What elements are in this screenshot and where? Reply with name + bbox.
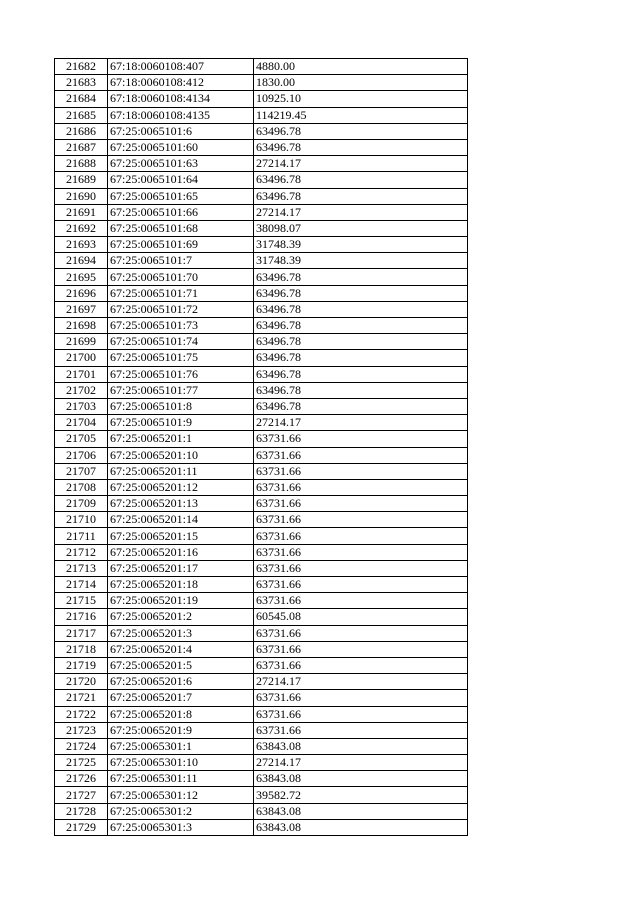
row-number-cell: 21695	[55, 269, 108, 285]
cadastral-number-cell: 67:25:0065301:12	[108, 787, 254, 803]
value-cell: 27214.17	[254, 755, 468, 771]
row-number-cell: 21717	[55, 625, 108, 641]
cadastral-number-cell: 67:25:0065101:74	[108, 334, 254, 350]
row-number-cell: 21694	[55, 253, 108, 269]
cadastral-number-cell: 67:25:0065201:12	[108, 479, 254, 495]
cadastral-value-table	[54, 58, 468, 836]
row-number-cell: 21688	[55, 156, 108, 172]
cadastral-number-cell: 67:25:0065101:72	[108, 301, 254, 317]
cadastral-number-cell: 67:25:0065101:76	[108, 366, 254, 382]
cadastral-number-cell: 67:25:0065101:65	[108, 188, 254, 204]
table-row	[55, 75, 468, 91]
value-cell: 63496.78	[254, 366, 468, 382]
cadastral-number-cell: 67:25:0065301:1	[108, 738, 254, 754]
value-cell: 63731.66	[254, 560, 468, 576]
row-number-cell: 21713	[55, 560, 108, 576]
table-row	[55, 544, 468, 560]
value-cell: 39582.72	[254, 787, 468, 803]
table-row	[55, 479, 468, 495]
cadastral-number-cell: 67:25:0065201:2	[108, 609, 254, 625]
cadastral-number-cell: 67:25:0065201:7	[108, 690, 254, 706]
row-number-cell: 21692	[55, 220, 108, 236]
cadastral-number-cell: 67:25:0065201:16	[108, 544, 254, 560]
table-row	[55, 528, 468, 544]
value-cell: 63496.78	[254, 285, 468, 301]
table-row	[55, 803, 468, 819]
row-number-cell: 21719	[55, 657, 108, 673]
table-row	[55, 318, 468, 334]
table-row	[55, 771, 468, 787]
value-cell: 63731.66	[254, 512, 468, 528]
row-number-cell: 21727	[55, 787, 108, 803]
cadastral-number-cell: 67:25:0065201:15	[108, 528, 254, 544]
row-number-cell: 21707	[55, 463, 108, 479]
cadastral-number-cell: 67:25:0065201:19	[108, 593, 254, 609]
value-cell: 4880.00	[254, 59, 468, 75]
table-row	[55, 690, 468, 706]
value-cell: 63496.78	[254, 350, 468, 366]
row-number-cell: 21699	[55, 334, 108, 350]
cadastral-number-cell: 67:25:0065201:1	[108, 431, 254, 447]
cadastral-number-cell: 67:25:0065301:10	[108, 755, 254, 771]
table-row	[55, 220, 468, 236]
cadastral-number-cell: 67:25:0065301:3	[108, 819, 254, 835]
table-row	[55, 59, 468, 75]
row-number-cell: 21689	[55, 172, 108, 188]
table-row	[55, 107, 468, 123]
table-row	[55, 560, 468, 576]
table-row	[55, 350, 468, 366]
table-row	[55, 674, 468, 690]
table-row	[55, 398, 468, 414]
value-cell: 63731.66	[254, 706, 468, 722]
value-cell: 63731.66	[254, 593, 468, 609]
table-row	[55, 496, 468, 512]
table-row	[55, 123, 468, 139]
cadastral-number-cell: 67:25:0065101:73	[108, 318, 254, 334]
value-cell: 63731.66	[254, 431, 468, 447]
table-body	[55, 59, 468, 836]
row-number-cell: 21712	[55, 544, 108, 560]
table-row	[55, 706, 468, 722]
table-row	[55, 609, 468, 625]
cadastral-number-cell: 67:25:0065101:63	[108, 156, 254, 172]
cadastral-number-cell: 67:25:0065301:11	[108, 771, 254, 787]
table-row	[55, 787, 468, 803]
row-number-cell: 21701	[55, 366, 108, 382]
table-row	[55, 755, 468, 771]
value-cell: 27214.17	[254, 156, 468, 172]
row-number-cell: 21714	[55, 577, 108, 593]
row-number-cell: 21697	[55, 301, 108, 317]
table-row	[55, 156, 468, 172]
row-number-cell: 21710	[55, 512, 108, 528]
table-row	[55, 463, 468, 479]
row-number-cell: 21696	[55, 285, 108, 301]
row-number-cell: 21706	[55, 447, 108, 463]
value-cell: 27214.17	[254, 415, 468, 431]
value-cell: 63731.66	[254, 722, 468, 738]
value-cell: 63843.08	[254, 771, 468, 787]
value-cell: 63731.66	[254, 479, 468, 495]
cadastral-number-cell: 67:18:0060108:4134	[108, 91, 254, 107]
table-row	[55, 447, 468, 463]
value-cell: 60545.08	[254, 609, 468, 625]
value-cell: 63496.78	[254, 301, 468, 317]
value-cell: 63731.66	[254, 463, 468, 479]
row-number-cell: 21686	[55, 123, 108, 139]
row-number-cell: 21687	[55, 139, 108, 155]
row-number-cell: 21715	[55, 593, 108, 609]
value-cell: 63731.66	[254, 641, 468, 657]
value-cell: 63496.78	[254, 269, 468, 285]
cadastral-number-cell: 67:25:0065201:18	[108, 577, 254, 593]
cadastral-number-cell: 67:25:0065301:2	[108, 803, 254, 819]
row-number-cell: 21683	[55, 75, 108, 91]
row-number-cell: 21700	[55, 350, 108, 366]
table-row	[55, 625, 468, 641]
row-number-cell: 21724	[55, 738, 108, 754]
cadastral-number-cell: 67:25:0065101:68	[108, 220, 254, 236]
table-row	[55, 657, 468, 673]
value-cell: 63731.66	[254, 577, 468, 593]
table-row	[55, 738, 468, 754]
cadastral-number-cell: 67:25:0065101:69	[108, 237, 254, 253]
value-cell: 31748.39	[254, 237, 468, 253]
cadastral-number-cell: 67:25:0065101:77	[108, 382, 254, 398]
row-number-cell: 21725	[55, 755, 108, 771]
table-row	[55, 382, 468, 398]
row-number-cell: 21690	[55, 188, 108, 204]
cadastral-number-cell: 67:25:0065201:13	[108, 496, 254, 512]
row-number-cell: 21703	[55, 398, 108, 414]
value-cell: 63496.78	[254, 172, 468, 188]
value-cell: 63496.78	[254, 334, 468, 350]
row-number-cell: 21716	[55, 609, 108, 625]
value-cell: 63496.78	[254, 318, 468, 334]
table-row	[55, 188, 468, 204]
cadastral-number-cell: 67:25:0065201:8	[108, 706, 254, 722]
cadastral-number-cell: 67:25:0065201:5	[108, 657, 254, 673]
table-row	[55, 253, 468, 269]
table-row	[55, 641, 468, 657]
cadastral-number-cell: 67:25:0065101:70	[108, 269, 254, 285]
value-cell: 63496.78	[254, 382, 468, 398]
table-row	[55, 237, 468, 253]
cadastral-number-cell: 67:25:0065101:7	[108, 253, 254, 269]
table-row	[55, 91, 468, 107]
row-number-cell: 21685	[55, 107, 108, 123]
value-cell: 63496.78	[254, 188, 468, 204]
row-number-cell: 21718	[55, 641, 108, 657]
value-cell: 27214.17	[254, 204, 468, 220]
cadastral-number-cell: 67:25:0065201:6	[108, 674, 254, 690]
cadastral-number-cell: 67:25:0065201:4	[108, 641, 254, 657]
row-number-cell: 21711	[55, 528, 108, 544]
value-cell: 1830.00	[254, 75, 468, 91]
cadastral-number-cell: 67:25:0065101:60	[108, 139, 254, 155]
table-row	[55, 204, 468, 220]
value-cell: 63496.78	[254, 139, 468, 155]
value-cell: 63496.78	[254, 398, 468, 414]
table-row	[55, 722, 468, 738]
row-number-cell: 21702	[55, 382, 108, 398]
row-number-cell: 21698	[55, 318, 108, 334]
row-number-cell: 21691	[55, 204, 108, 220]
value-cell: 63731.66	[254, 447, 468, 463]
value-cell: 38098.07	[254, 220, 468, 236]
table-row	[55, 301, 468, 317]
row-number-cell: 21704	[55, 415, 108, 431]
table-row	[55, 172, 468, 188]
row-number-cell: 21684	[55, 91, 108, 107]
value-cell: 31748.39	[254, 253, 468, 269]
row-number-cell: 21721	[55, 690, 108, 706]
value-cell: 114219.45	[254, 107, 468, 123]
row-number-cell: 21726	[55, 771, 108, 787]
table-row	[55, 334, 468, 350]
value-cell: 10925.10	[254, 91, 468, 107]
cadastral-number-cell: 67:25:0065101:71	[108, 285, 254, 301]
cadastral-number-cell: 67:25:0065101:75	[108, 350, 254, 366]
cadastral-number-cell: 67:25:0065201:11	[108, 463, 254, 479]
row-number-cell: 21728	[55, 803, 108, 819]
table-row	[55, 285, 468, 301]
cadastral-number-cell: 67:25:0065201:10	[108, 447, 254, 463]
table-row	[55, 819, 468, 835]
value-cell: 63496.78	[254, 123, 468, 139]
cadastral-number-cell: 67:25:0065101:6	[108, 123, 254, 139]
cadastral-number-cell: 67:25:0065101:64	[108, 172, 254, 188]
table-row	[55, 415, 468, 431]
row-number-cell: 21682	[55, 59, 108, 75]
cadastral-number-cell: 67:25:0065101:8	[108, 398, 254, 414]
table-row	[55, 431, 468, 447]
value-cell: 63731.66	[254, 690, 468, 706]
value-cell: 63843.08	[254, 819, 468, 835]
table-row	[55, 512, 468, 528]
value-cell: 63731.66	[254, 496, 468, 512]
cadastral-number-cell: 67:25:0065101:66	[108, 204, 254, 220]
row-number-cell: 21705	[55, 431, 108, 447]
cadastral-number-cell: 67:25:0065201:17	[108, 560, 254, 576]
row-number-cell: 21722	[55, 706, 108, 722]
value-cell: 27214.17	[254, 674, 468, 690]
cadastral-number-cell: 67:25:0065201:14	[108, 512, 254, 528]
row-number-cell: 21729	[55, 819, 108, 835]
table-row	[55, 139, 468, 155]
cadastral-number-cell: 67:18:0060108:407	[108, 59, 254, 75]
value-cell: 63731.66	[254, 544, 468, 560]
table-row	[55, 269, 468, 285]
row-number-cell: 21720	[55, 674, 108, 690]
value-cell: 63843.08	[254, 738, 468, 754]
table-row	[55, 593, 468, 609]
value-cell: 63843.08	[254, 803, 468, 819]
table-row	[55, 577, 468, 593]
table-row	[55, 366, 468, 382]
cadastral-number-cell: 67:25:0065101:9	[108, 415, 254, 431]
row-number-cell: 21693	[55, 237, 108, 253]
row-number-cell: 21708	[55, 479, 108, 495]
cadastral-number-cell: 67:18:0060108:4135	[108, 107, 254, 123]
cadastral-number-cell: 67:25:0065201:9	[108, 722, 254, 738]
row-number-cell: 21723	[55, 722, 108, 738]
cadastral-number-cell: 67:25:0065201:3	[108, 625, 254, 641]
cadastral-number-cell: 67:18:0060108:412	[108, 75, 254, 91]
value-cell: 63731.66	[254, 528, 468, 544]
value-cell: 63731.66	[254, 657, 468, 673]
value-cell: 63731.66	[254, 625, 468, 641]
row-number-cell: 21709	[55, 496, 108, 512]
